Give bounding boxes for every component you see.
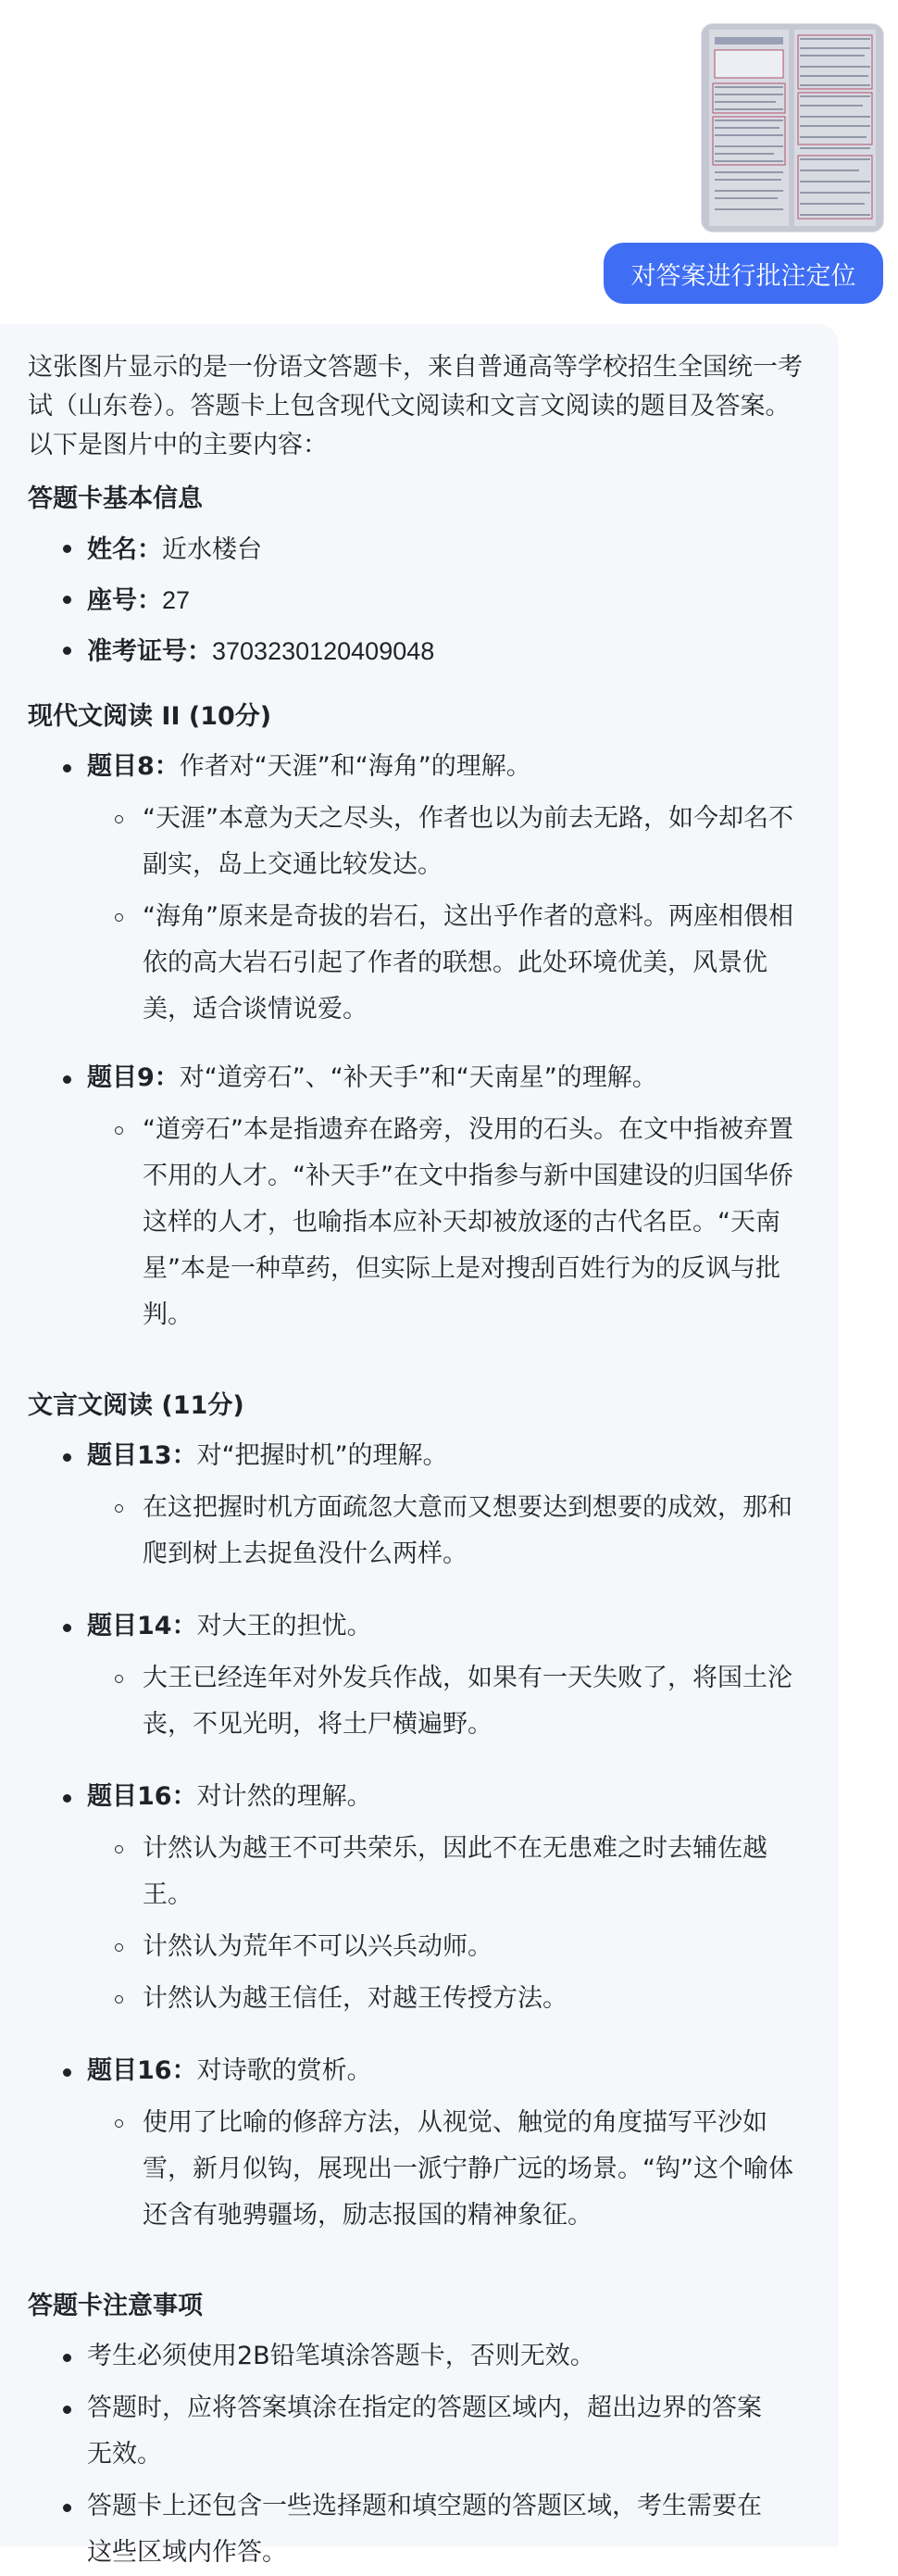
question-item: 题目13：对“把握时机”的理解。 在这把握时机方面疏忽大意而又想要达到想要的成效，那和爬到树上去捉鱼没什么两样。 xyxy=(28,1433,811,1577)
list-item: 答题卡上还包含一些选择题和填空题的答题区域，考生需要在这些区域内作答。 xyxy=(28,2483,768,2576)
answer-sublist xyxy=(87,1826,809,2022)
answer-sublist xyxy=(87,1655,809,1748)
notes-heading: 答题卡注意事项 xyxy=(28,2292,203,2320)
answer-item: 大王已经连年对外发兵作战，如果有一天失败了，将国土沦丧，不见光明，将土尸横遍野。 xyxy=(143,1655,809,1748)
list-item: 座号：27 xyxy=(28,575,811,626)
answer-sheet-thumbnail[interactable] xyxy=(702,24,883,232)
list-item: 答题时，应将答案填涂在指定的答题区域内，超出边界的答案无效。 xyxy=(28,2385,768,2478)
modern-reading-heading: 现代文阅读 II (10分) xyxy=(28,702,272,731)
classical-reading-heading: 文言文阅读 (11分) xyxy=(28,1391,244,1420)
assistant-answer xyxy=(0,324,839,2567)
list-item: 准考证号：3703230120409048 xyxy=(28,626,811,677)
list-item: 考生必须使用2B铅笔填涂答题卡，否则无效。 xyxy=(28,2333,768,2380)
question-item: 题目16：对诗歌的赏析。 使用了比喻的修辞方法，从视觉、触觉的角度描写平沙如雪，新月似钩，展现出一派宁静广远的场景。“钩”这个喻体还含有驰骋疆场，励志报国的精神象征。 xyxy=(28,2048,811,2239)
list-item: 姓名：近水楼台 xyxy=(28,524,811,575)
answer-sublist xyxy=(87,2100,809,2239)
answer-item: “天涯”本意为天之尽头，作者也以为前去无路，如今却名不副实，岛上交通比较发达。 xyxy=(143,796,809,888)
answer-sublist xyxy=(87,1107,809,1338)
answer-item: 计然认为荒年不可以兴兵动师。 xyxy=(143,1924,809,1970)
modern-reading-list xyxy=(28,744,811,1338)
answer-item: 使用了比喻的修辞方法，从视觉、触觉的角度描写平沙如雪，新月似钩，展现出一派宁静广远的场景。“钩”这个喻体还含有驰骋疆场，励志报国的精神象征。 xyxy=(143,2100,809,2239)
question-item: 题目9：对“道旁石”、“补天手”和“天南星”的理解。 “道旁石”本是指遗弃在路旁，没用的石头。在文中指被弃置不用的人才。“补天手”在文中指参与新中国建设的归国华侨这样的人才，也喻指本应补天却被放逐的古代名臣。“天南星”本是一种草药，但实际上是对搜刮百姓行为的反讽与批判。 xyxy=(28,1055,811,1338)
answer-item: “道旁石”本是指遗弃在路旁，没用的石头。在文中指被弃置不用的人才。“补天手”在文中指参与新中国建设的归国华侨这样的人才，也喻指本应补天却被放逐的古代名臣。“天南星”本是一种草药，但实际上是对搜刮百姓行为的反讽与批判。 xyxy=(143,1107,809,1338)
answer-item: 在这把握时机方面疏忽大意而又想要达到想要的成效，那和爬到树上去捉鱼没什么两样。 xyxy=(143,1485,809,1577)
user-message-bubble xyxy=(604,243,883,304)
answer-item: 计然认为越王不可共荣乐，因此不在无患难之时去辅佐越王。 xyxy=(143,1826,809,1918)
question-item: 题目14：对大王的担忧。 大王已经连年对外发兵作战，如果有一天失败了，将国土沦丧，不见光明，将土尸横遍野。 xyxy=(28,1603,811,1748)
basic-info-list xyxy=(28,524,811,677)
notes-list xyxy=(28,2333,768,2576)
question-item: 题目8：作者对“天涯”和“海角”的理解。 “天涯”本意为天之尽头，作者也以为前去无路，如今却名不副实，岛上交通比较发达。 “海角”原来是奇拔的岩石，这出乎作者的意料。两座相偎相依的高大岩石引起了作者的联想。此处环境优美，风景优美，适合谈情说爱。 xyxy=(28,744,811,1033)
basic-info-heading: 答题卡基本信息 xyxy=(28,484,203,513)
answer-sublist xyxy=(87,1485,809,1577)
question-item: 题目16：对计然的理解。 计然认为越王不可共荣乐，因此不在无患难之时去辅佐越王。 计然认为荒年不可以兴兵动师。 计然认为越王信任，对越王传授方法。 xyxy=(28,1774,811,2022)
classical-reading-list xyxy=(28,1433,811,2239)
answer-intro: 这张图片显示的是一份语文答题卡，来自普通高等学校招生全国统一考试（山东卷）。答题卡上包含现代文阅读和文言文阅读的题目及答案。以下是图片中的主要内容： xyxy=(28,353,803,459)
user-message-text: 对答案进行批注定位 xyxy=(630,261,856,291)
answer-item: 计然认为越王信任，对越王传授方法。 xyxy=(143,1976,809,2022)
answer-item: “海角”原来是奇拔的岩石，这出乎作者的意料。两座相偎相依的高大岩石引起了作者的联想。此处环境优美，风景优美，适合谈情说爱。 xyxy=(143,894,809,1033)
answer-sublist xyxy=(87,796,809,1033)
